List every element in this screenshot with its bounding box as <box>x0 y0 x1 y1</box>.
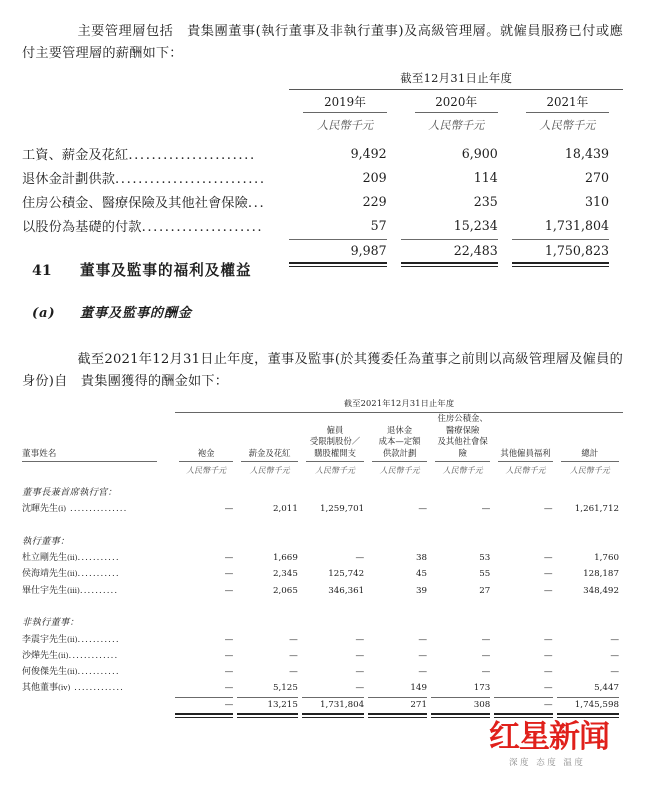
t2-director-name-1-0 <box>22 549 175 565</box>
t2-total: — <box>543 699 553 710</box>
t2-unit: 人民幣千元 <box>379 465 420 475</box>
t2-cell: — <box>355 553 365 564</box>
t2-cell: 128,187 <box>583 569 619 580</box>
leader-dots: ........... <box>77 553 120 564</box>
t2-cell: — <box>418 667 427 678</box>
t2-group-title-2: 非執行董事： <box>22 617 79 629</box>
t2-cell: 55 <box>479 569 491 580</box>
director-name-text: 侯海靖先生 <box>22 569 68 580</box>
t2-cell: 1,261,712 <box>574 504 619 515</box>
t2-cell: 53 <box>479 553 491 564</box>
table-row <box>22 565 623 581</box>
t2-cell: — <box>481 634 491 645</box>
t2-col-header-line: 購股權開支 <box>314 447 356 458</box>
t2-total: 271 <box>410 699 427 710</box>
t2-cell: 5,125 <box>272 683 298 694</box>
t1-cell-0-0: 9,492 <box>350 145 387 161</box>
t2-col-header-salary-bonus <box>237 413 302 461</box>
t1-cell-2-0: 229 <box>362 193 387 209</box>
t2-cell: — <box>224 553 234 564</box>
t2-total: 1,731,804 <box>319 699 365 710</box>
t2-cell: — <box>543 504 553 515</box>
watermark <box>489 720 637 770</box>
t2-cell: — <box>481 667 491 678</box>
t2-col-header-other-benefits <box>494 413 556 461</box>
table-row-spacer <box>22 597 623 608</box>
t2-cell: — <box>224 569 234 580</box>
t2-cell: — <box>610 651 619 662</box>
table-row-units <box>22 462 623 483</box>
t2-cell: — <box>224 634 234 645</box>
t2-cell: 348,492 <box>583 585 619 596</box>
table-row-span-header <box>22 70 623 88</box>
t2-col-header-line: 其他僱員福利 <box>500 447 551 458</box>
table-row-spacer <box>22 516 623 527</box>
t1-row-label-1 <box>22 165 289 189</box>
leader-dots: ............. <box>68 651 119 662</box>
t2-cell: — <box>610 634 619 645</box>
director-name-text: 其他董事 <box>22 683 59 694</box>
footnote-ref: (i) <box>58 504 67 514</box>
subsection-title: 董事及監事的酬金 <box>80 306 192 321</box>
t2-cell: 2,011 <box>272 504 298 515</box>
t1-cell-0-1: 6,900 <box>461 145 498 161</box>
t2-col-header-line: 成本—定額 <box>378 436 421 446</box>
t2-cell: 1,760 <box>594 553 619 564</box>
t2-director-name-2-2 <box>22 663 175 679</box>
table-row-column-headers <box>22 413 623 461</box>
t2-cell: — <box>481 651 491 662</box>
t2-cell: — <box>355 634 365 645</box>
t2-cell: 2,065 <box>272 585 298 596</box>
t2-director-name-1-2 <box>22 581 175 597</box>
t1-cell-1-1: 114 <box>473 169 498 185</box>
t2-group-title-1: 執行董事： <box>22 535 70 547</box>
t2-cell: — <box>289 634 298 645</box>
table-row-total-rule <box>22 711 623 718</box>
table-row-span-header <box>22 398 623 411</box>
footnote-ref: (iii) <box>67 585 80 595</box>
t2-cell: — <box>543 553 553 564</box>
t2-cell: — <box>418 634 427 645</box>
director-name-text: 杜立剛先生 <box>22 553 68 564</box>
t2-span-header: 截至2021年12月31日止年度 <box>343 398 455 408</box>
t2-total: — <box>224 699 234 710</box>
t2-col-header-line: 住房公積金、 <box>437 413 488 423</box>
table-row <box>22 663 623 679</box>
table-row <box>22 679 623 695</box>
t2-cell: 346,361 <box>328 585 365 596</box>
t2-total: 308 <box>473 699 491 710</box>
section-heading <box>32 259 622 280</box>
t1-year-header-2020: 2020年 <box>435 95 478 109</box>
footnote-ref: (ii) <box>58 651 69 661</box>
t1-span-header: 截至12月31日止年度 <box>400 71 513 85</box>
t2-cell: 39 <box>415 585 427 596</box>
t2-col-header-line: 僱員 <box>326 424 344 435</box>
t2-director-name-1-1 <box>22 565 175 581</box>
t2-unit: 人民幣千元 <box>505 465 546 475</box>
table-row <box>22 630 623 646</box>
footnote-ref: (ii) <box>67 569 78 579</box>
t1-unit-2021: 人民幣千元 <box>539 119 596 132</box>
t1-cell-3-1: 15,234 <box>453 217 498 233</box>
t2-cell: — <box>289 667 298 678</box>
t2-group-title-0: 董事長兼首席執行官： <box>22 486 117 498</box>
t1-cell-1-2: 270 <box>584 169 609 185</box>
t2-col-header-total <box>557 413 623 461</box>
t2-col-header-line: 袍金 <box>197 447 215 458</box>
table-row-total <box>22 698 623 711</box>
t2-unit: 人民幣千元 <box>186 465 227 475</box>
t1-unit-2019: 人民幣千元 <box>317 119 374 132</box>
leader-dots: .......... <box>79 585 119 596</box>
t2-unit: 人民幣千元 <box>249 465 290 475</box>
subsection-heading <box>32 302 622 321</box>
intro-paragraph: 主要管理層包括 貴集團董事(執行董事及非執行董事)及高級管理層。就僱員服務已付或應付主要管理層的薪酬如下： <box>22 24 623 62</box>
leader-dots: ........... <box>77 569 120 580</box>
t2-cell: — <box>481 504 491 515</box>
t2-col-header-fees <box>175 413 237 461</box>
t2-cell: — <box>418 651 427 662</box>
t2-cell: — <box>543 569 553 580</box>
t2-name-column-header: 董事姓名 <box>22 449 57 459</box>
leader-dots: ............. <box>74 683 124 694</box>
t1-row-label-2 <box>22 189 289 213</box>
t1-year-header-2021: 2021年 <box>546 95 589 109</box>
table-group-heading <box>22 483 623 500</box>
leader-dots: ............... <box>70 504 128 515</box>
t2-cell: — <box>224 651 234 662</box>
t2-director-name-2-1 <box>22 646 175 662</box>
director-name-text: 畢仕宇先生 <box>22 585 68 596</box>
t1-cell-0-2: 18,439 <box>564 145 609 161</box>
director-remuneration-table <box>22 398 623 718</box>
t2-cell: 1,259,701 <box>319 504 365 515</box>
table-row-total <box>22 240 623 260</box>
t2-cell: 5,447 <box>594 683 619 694</box>
t1-cell-3-0: 57 <box>370 217 387 233</box>
footnote-ref: (ii) <box>67 634 78 644</box>
director-name-text: 沈暉先生 <box>22 504 59 515</box>
t1-total-0: 9,987 <box>350 242 387 258</box>
t2-cell: 173 <box>473 683 491 694</box>
t2-cell: — <box>224 585 234 596</box>
table-row <box>22 141 623 165</box>
footnote-ref: (ii) <box>67 667 78 677</box>
t1-year-header-2019: 2019年 <box>324 95 366 109</box>
t2-cell: 125,742 <box>328 569 365 580</box>
table-row <box>22 646 623 662</box>
t1-cell-3-2: 1,731,804 <box>544 217 609 233</box>
t2-cell: — <box>543 634 553 645</box>
t2-col-header-share-based <box>302 413 368 461</box>
t1-row-label-text-0: 工資、薪金及花紅 <box>22 147 129 163</box>
t2-cell: 27 <box>479 585 491 596</box>
t2-cell: — <box>224 504 234 515</box>
t2-col-header-line: 受限制股份／ <box>309 436 361 446</box>
t1-row-label-text-3: 以股份為基礎的付款 <box>22 219 142 235</box>
t2-cell: 45 <box>415 569 427 580</box>
t2-col-header-pension <box>368 413 431 461</box>
director-name-text: 沙燁先生 <box>22 651 59 662</box>
t1-total-1: 22,483 <box>453 242 498 258</box>
t1-cell-2-1: 235 <box>473 193 498 209</box>
table-row <box>22 189 623 213</box>
table-row <box>22 165 623 189</box>
t2-cell: — <box>355 651 365 662</box>
leader-dots: ........... <box>77 634 120 645</box>
watermark-tagline: 深度 态度 温度 <box>509 758 586 768</box>
leader-dots: ........... <box>77 667 120 678</box>
table-row-year-headers <box>22 90 623 113</box>
t1-row-label-0 <box>22 141 289 165</box>
t1-row-label-text-2: 住房公積金、醫療保險及其他社會保險 <box>22 195 248 211</box>
t1-cell-2-2: 310 <box>584 193 609 209</box>
t2-col-header-line: 退休金 <box>387 424 413 435</box>
subsection-label: (a) <box>32 306 56 321</box>
watermark-brand: 红星新闻 <box>489 719 609 755</box>
table-row <box>22 213 623 237</box>
t2-col-header-line: 總計 <box>581 447 599 458</box>
key-management-compensation-table <box>22 70 623 267</box>
t2-director-name-0-0 <box>22 500 175 516</box>
subsection-paragraph: 截至2021年12月31日止年度，董事及監事(於其獲委任為董事之前則以高級管理層及僱員的身份)自 貴集團獲得的酬金如下： <box>22 352 623 390</box>
t2-col-header-line: 供款計劃 <box>382 447 417 458</box>
section-number: 41 <box>32 263 52 279</box>
t2-cell: — <box>418 504 427 515</box>
t2-cell: — <box>355 667 365 678</box>
t2-col-header-line: 及其他社會保險 <box>437 436 488 458</box>
t2-director-name-2-3 <box>22 679 175 695</box>
table-row <box>22 581 623 597</box>
t1-total-2: 1,750,823 <box>544 242 609 258</box>
table-group-heading <box>22 608 623 630</box>
t1-row-label-text-1: 退休金計劃供款 <box>22 171 116 187</box>
leader-dots: ... <box>247 195 266 211</box>
t2-unit: 人民幣千元 <box>442 465 483 475</box>
director-name-text: 李震宇先生 <box>22 634 68 645</box>
t2-total: 13,215 <box>267 699 298 710</box>
section-title: 董事及監事的福利及權益 <box>80 262 252 279</box>
t2-cell: — <box>224 667 234 678</box>
director-name-text: 何俊傑先生 <box>22 667 68 678</box>
leader-dots: ..................... <box>141 219 264 235</box>
t2-unit: 人民幣千元 <box>315 465 356 475</box>
table-group-heading <box>22 527 623 549</box>
t2-col-header-social-insurance <box>431 413 494 461</box>
t2-col-header-line: 醫療保險 <box>445 424 480 435</box>
t2-unit: 人民幣千元 <box>569 465 610 475</box>
t1-row-label-3 <box>22 213 289 237</box>
t2-cell: — <box>543 683 553 694</box>
footnote-ref: (ii) <box>67 553 78 563</box>
t2-cell: 1,669 <box>272 553 298 564</box>
t2-cell: 38 <box>415 553 427 564</box>
table-row-units <box>22 113 623 141</box>
leader-dots: ...................... <box>128 147 256 163</box>
t2-cell: — <box>543 667 553 678</box>
t2-cell: — <box>543 651 553 662</box>
t2-cell: — <box>289 651 298 662</box>
t2-cell: — <box>543 585 553 596</box>
t2-cell: 2,345 <box>272 569 298 580</box>
t1-cell-1-0: 209 <box>362 169 387 185</box>
footnote-ref: (iv) <box>58 683 71 693</box>
t2-col-header-line: 薪金及花紅 <box>248 447 291 458</box>
t2-cell: — <box>224 683 234 694</box>
t2-cell: — <box>610 667 619 678</box>
table-row <box>22 500 623 516</box>
t2-total: 1,745,598 <box>574 699 619 710</box>
leader-dots: .......................... <box>115 171 266 187</box>
t2-director-name-2-0 <box>22 630 175 646</box>
t2-cell: 149 <box>410 683 427 694</box>
table-row <box>22 549 623 565</box>
t1-unit-2020: 人民幣千元 <box>428 119 485 132</box>
t2-cell: — <box>355 683 365 694</box>
